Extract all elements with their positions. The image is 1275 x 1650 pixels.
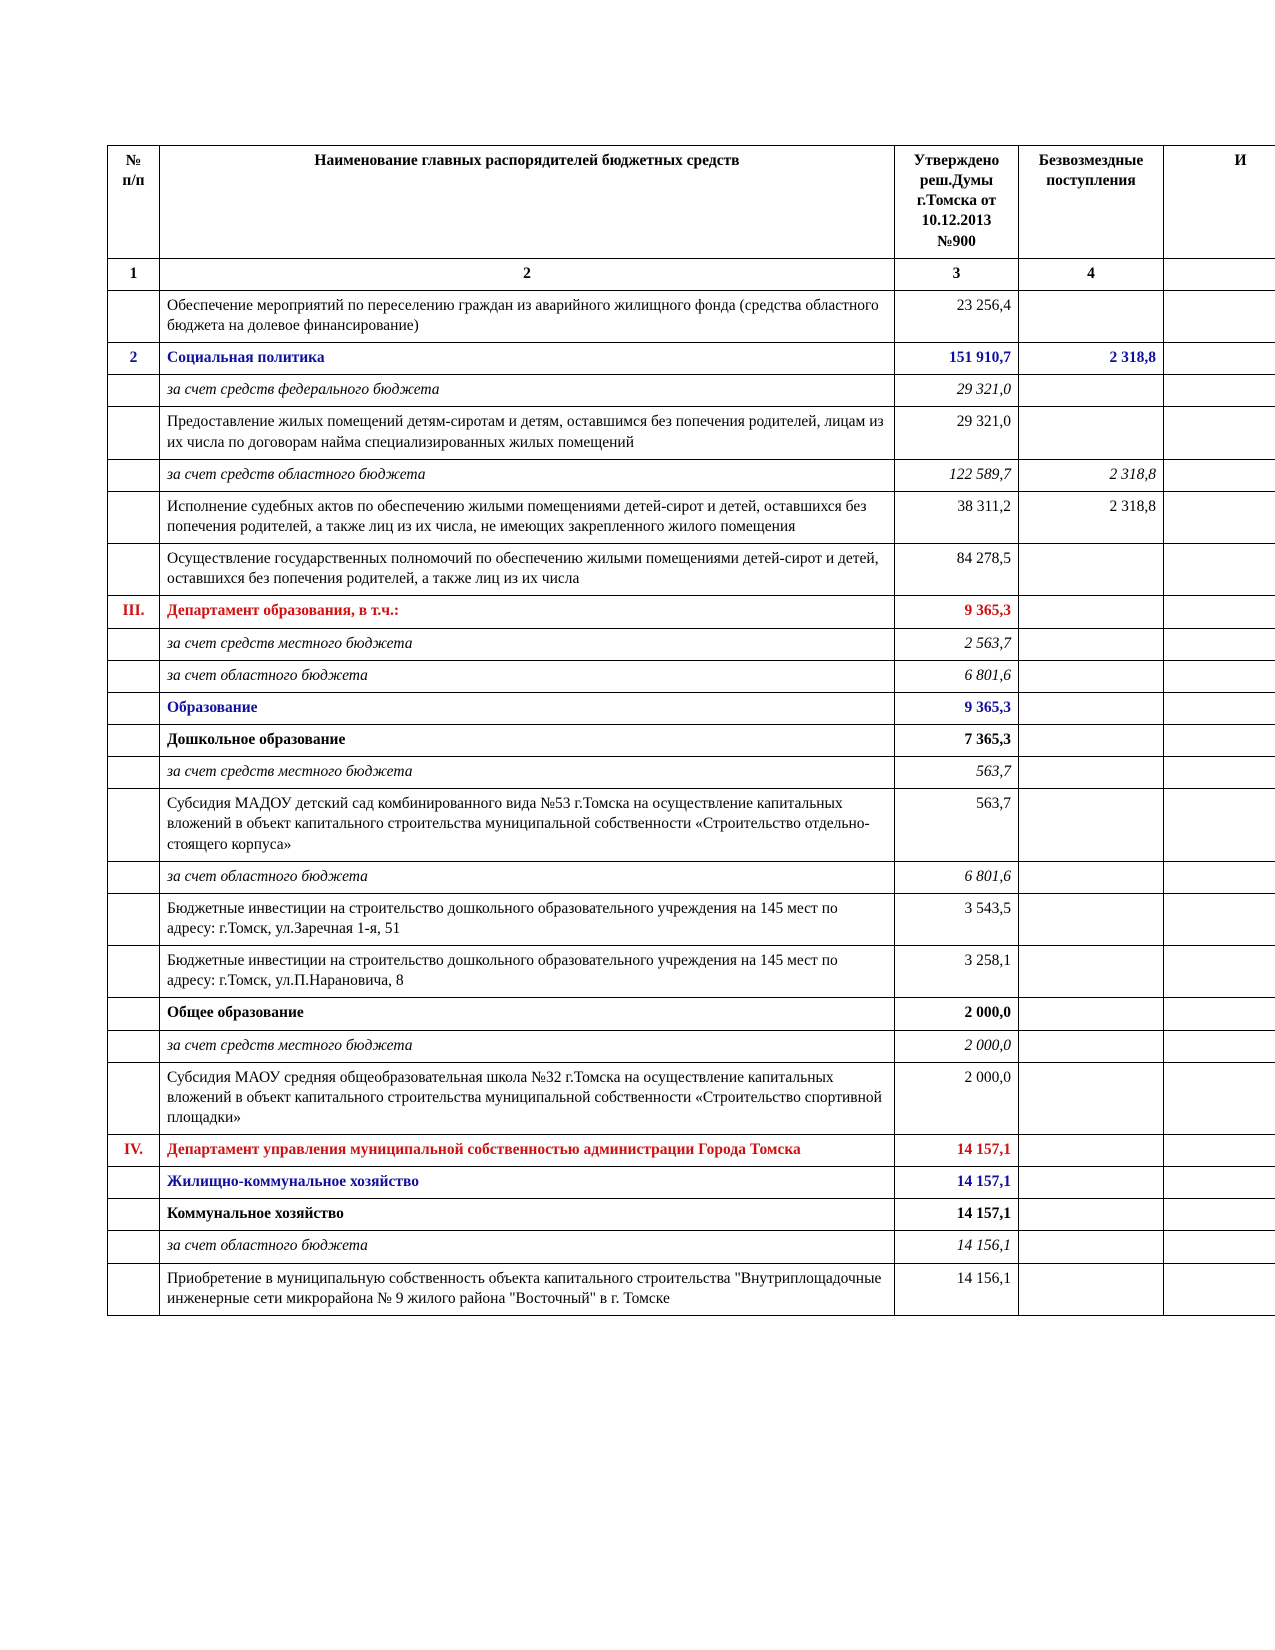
header-cell-name: Наименование главных распорядителей бюджетных средств xyxy=(160,146,895,259)
row-name: Субсидия МАДОУ детский сад комбинированного вида №53 г.Томска на осуществление капитальных вложений в объект капитального строительства муниципальной собственности «Строительство отдельно-стоящего корпуса» xyxy=(160,789,895,861)
row-index xyxy=(108,375,160,407)
table-row xyxy=(108,596,1275,628)
row-index xyxy=(108,407,160,459)
row-approved-amount: 6 801,6 xyxy=(895,660,1019,692)
table-row xyxy=(108,459,1275,491)
row-gratuitous-amount xyxy=(1019,628,1164,660)
header-number-line1: № xyxy=(125,152,142,169)
row-gratuitous-amount xyxy=(1019,375,1164,407)
row-index xyxy=(108,1062,160,1134)
row-extra-amount xyxy=(1164,660,1275,692)
row-name: Социальная политика xyxy=(160,343,895,375)
row-extra-amount xyxy=(1164,893,1275,945)
row-gratuitous-amount xyxy=(1019,1135,1164,1167)
row-extra-amount xyxy=(1164,544,1275,596)
row-approved-amount: 29 321,0 xyxy=(895,375,1019,407)
row-gratuitous-amount xyxy=(1019,724,1164,756)
table-row xyxy=(108,757,1275,789)
row-index xyxy=(108,861,160,893)
row-name: за счет областного бюджета xyxy=(160,861,895,893)
header-gratuitous-line2: поступления xyxy=(1046,172,1136,190)
row-extra-amount xyxy=(1164,407,1275,459)
row-approved-amount: 7 365,3 xyxy=(895,724,1019,756)
header-approved-line5: №900 xyxy=(937,232,976,250)
row-gratuitous-amount xyxy=(1019,893,1164,945)
row-index xyxy=(108,1263,160,1315)
table-row xyxy=(108,660,1275,692)
table-row xyxy=(108,1167,1275,1199)
row-approved-amount: 2 563,7 xyxy=(895,628,1019,660)
table-row xyxy=(108,692,1275,724)
row-name: за счет средств федерального бюджета xyxy=(160,375,895,407)
row-gratuitous-amount xyxy=(1019,1231,1164,1263)
row-name: Департамент образования, в т.ч.: xyxy=(160,596,895,628)
row-gratuitous-amount xyxy=(1019,757,1164,789)
header-cell-number xyxy=(108,146,160,259)
row-gratuitous-amount xyxy=(1019,692,1164,724)
row-index: III. xyxy=(108,596,160,628)
column-number-3: 3 xyxy=(895,258,1019,290)
table-row xyxy=(108,628,1275,660)
row-gratuitous-amount xyxy=(1019,861,1164,893)
row-index xyxy=(108,544,160,596)
row-index xyxy=(108,692,160,724)
row-index xyxy=(108,724,160,756)
row-approved-amount: 2 000,0 xyxy=(895,998,1019,1030)
row-name: Обеспечение мероприятий по переселению граждан из аварийного жилищного фонда (средства областного бюджета на долевое финансирование) xyxy=(160,290,895,342)
column-number-4: 4 xyxy=(1019,258,1164,290)
table-row xyxy=(108,1135,1275,1167)
row-index xyxy=(108,946,160,998)
column-number-5 xyxy=(1164,258,1275,290)
row-name: Бюджетные инвестиции на строительство дошкольного образовательного учреждения на 145 мест по адресу: г.Томск, ул.Заречная 1-я, 51 xyxy=(160,893,895,945)
row-name: Осуществление государственных полномочий по обеспечению жилыми помещениями детей-сирот и детей, оставшихся без попечения родителей, а также лиц из их числа xyxy=(160,544,895,596)
row-name: за счет средств областного бюджета xyxy=(160,459,895,491)
row-name: Образование xyxy=(160,692,895,724)
row-extra-amount xyxy=(1164,946,1275,998)
row-approved-amount: 563,7 xyxy=(895,789,1019,861)
header-approved-line3: г.Томска от xyxy=(916,192,997,210)
row-name: Субсидия МАОУ средняя общеобразовательная школа №32 г.Томска на осуществление капитальных вложений в объект капитального строительства муниципальной собственности «Строительство спортивной площадки» xyxy=(160,1062,895,1134)
table-row xyxy=(108,861,1275,893)
table-row xyxy=(108,407,1275,459)
row-index xyxy=(108,998,160,1030)
row-extra-amount xyxy=(1164,757,1275,789)
table-row xyxy=(108,1231,1275,1263)
header-cell-extra: И xyxy=(1164,146,1275,259)
row-name: Общее образование xyxy=(160,998,895,1030)
row-index xyxy=(108,1199,160,1231)
table-row xyxy=(108,544,1275,596)
header-cell-gratuitous xyxy=(1019,146,1164,259)
row-name: Предоставление жилых помещений детям-сиротам и детям, оставшимся без попечения родителей, лицам из их числа по договорам найма специализированных жилых помещений xyxy=(160,407,895,459)
row-name: за счет областного бюджета xyxy=(160,660,895,692)
row-gratuitous-amount xyxy=(1019,596,1164,628)
row-name: Исполнение судебных актов по обеспечению жилыми помещениями детей-сирот и детей, оставшихся без попечения родителей, а также лиц из их числа, не имеющих закрепленного жилого помещения xyxy=(160,491,895,543)
row-approved-amount: 6 801,6 xyxy=(895,861,1019,893)
row-index xyxy=(108,1167,160,1199)
row-extra-amount xyxy=(1164,724,1275,756)
row-approved-amount: 563,7 xyxy=(895,757,1019,789)
row-index xyxy=(108,459,160,491)
row-extra-amount xyxy=(1164,1231,1275,1263)
row-extra-amount xyxy=(1164,343,1275,375)
table-row xyxy=(108,343,1275,375)
row-extra-amount xyxy=(1164,1167,1275,1199)
row-gratuitous-amount: 2 318,8 xyxy=(1019,343,1164,375)
row-gratuitous-amount xyxy=(1019,407,1164,459)
row-index xyxy=(108,290,160,342)
row-extra-amount xyxy=(1164,1263,1275,1315)
row-approved-amount: 3 258,1 xyxy=(895,946,1019,998)
row-index xyxy=(108,757,160,789)
table-body xyxy=(108,290,1275,1315)
row-extra-amount xyxy=(1164,861,1275,893)
table-row xyxy=(108,789,1275,861)
row-index: IV. xyxy=(108,1135,160,1167)
table-row xyxy=(108,1062,1275,1134)
row-approved-amount: 151 910,7 xyxy=(895,343,1019,375)
row-name: Жилищно-коммунальное хозяйство xyxy=(160,1167,895,1199)
row-extra-amount xyxy=(1164,1062,1275,1134)
row-gratuitous-amount xyxy=(1019,660,1164,692)
row-extra-amount xyxy=(1164,596,1275,628)
row-gratuitous-amount xyxy=(1019,789,1164,861)
row-approved-amount: 38 311,2 xyxy=(895,491,1019,543)
row-name: Коммунальное хозяйство xyxy=(160,1199,895,1231)
row-extra-amount xyxy=(1164,459,1275,491)
row-gratuitous-amount xyxy=(1019,998,1164,1030)
row-index xyxy=(108,628,160,660)
row-name: за счет областного бюджета xyxy=(160,1231,895,1263)
row-index xyxy=(108,1030,160,1062)
row-approved-amount: 14 157,1 xyxy=(895,1199,1019,1231)
row-gratuitous-amount xyxy=(1019,1167,1164,1199)
table-row xyxy=(108,724,1275,756)
row-gratuitous-amount xyxy=(1019,946,1164,998)
header-approved-line1: Утверждено xyxy=(913,152,1000,169)
row-name: за счет средств местного бюджета xyxy=(160,1030,895,1062)
row-approved-amount: 14 157,1 xyxy=(895,1135,1019,1167)
row-extra-amount xyxy=(1164,491,1275,543)
row-approved-amount: 23 256,4 xyxy=(895,290,1019,342)
row-approved-amount: 2 000,0 xyxy=(895,1030,1019,1062)
column-number-1: 1 xyxy=(108,258,160,290)
row-approved-amount: 14 157,1 xyxy=(895,1167,1019,1199)
row-name: за счет средств местного бюджета xyxy=(160,757,895,789)
row-gratuitous-amount xyxy=(1019,1199,1164,1231)
row-index: 2 xyxy=(108,343,160,375)
header-approved-line4: 10.12.2013 xyxy=(921,212,992,230)
table-row xyxy=(108,1199,1275,1231)
column-number-row xyxy=(108,258,1275,290)
row-name: Бюджетные инвестиции на строительство дошкольного образовательного учреждения на 145 мест по адресу: г.Томск, ул.П.Нарановича, 8 xyxy=(160,946,895,998)
row-index xyxy=(108,491,160,543)
row-name: Департамент управления муниципальной собственностью администрации Города Томска xyxy=(160,1135,895,1167)
row-index xyxy=(108,1231,160,1263)
table-row xyxy=(108,893,1275,945)
row-approved-amount: 84 278,5 xyxy=(895,544,1019,596)
header-cell-approved xyxy=(895,146,1019,259)
table-header-row xyxy=(108,146,1275,259)
table-row xyxy=(108,491,1275,543)
row-extra-amount xyxy=(1164,1135,1275,1167)
row-gratuitous-amount xyxy=(1019,1062,1164,1134)
row-approved-amount: 9 365,3 xyxy=(895,596,1019,628)
row-extra-amount xyxy=(1164,628,1275,660)
table-row xyxy=(108,290,1275,342)
row-approved-amount: 3 543,5 xyxy=(895,893,1019,945)
row-index xyxy=(108,893,160,945)
row-gratuitous-amount: 2 318,8 xyxy=(1019,459,1164,491)
row-extra-amount xyxy=(1164,998,1275,1030)
row-gratuitous-amount xyxy=(1019,544,1164,596)
row-index xyxy=(108,660,160,692)
row-name: Дошкольное образование xyxy=(160,724,895,756)
table-row xyxy=(108,1030,1275,1062)
row-name: за счет средств местного бюджета xyxy=(160,628,895,660)
row-extra-amount xyxy=(1164,290,1275,342)
row-approved-amount: 9 365,3 xyxy=(895,692,1019,724)
header-gratuitous-line1: Безвозмездные xyxy=(1038,152,1144,169)
row-extra-amount xyxy=(1164,1199,1275,1231)
row-gratuitous-amount xyxy=(1019,1030,1164,1062)
row-gratuitous-amount xyxy=(1019,1263,1164,1315)
table-row xyxy=(108,946,1275,998)
row-name: Приобретение в муниципальную собственность объекта капитального строительства "Внутриплощадочные инженерные сети микрорайона № 9 жилого района "Восточный" в г. Томске xyxy=(160,1263,895,1315)
row-index xyxy=(108,789,160,861)
row-approved-amount: 122 589,7 xyxy=(895,459,1019,491)
table-row xyxy=(108,1263,1275,1315)
row-gratuitous-amount: 2 318,8 xyxy=(1019,491,1164,543)
row-approved-amount: 29 321,0 xyxy=(895,407,1019,459)
row-approved-amount: 14 156,1 xyxy=(895,1263,1019,1315)
budget-table xyxy=(107,145,1275,1316)
table-row xyxy=(108,998,1275,1030)
row-approved-amount: 14 156,1 xyxy=(895,1231,1019,1263)
row-approved-amount: 2 000,0 xyxy=(895,1062,1019,1134)
header-approved-line2: реш.Думы xyxy=(919,172,994,190)
column-number-2: 2 xyxy=(160,258,895,290)
row-extra-amount xyxy=(1164,692,1275,724)
row-extra-amount xyxy=(1164,1030,1275,1062)
row-extra-amount xyxy=(1164,375,1275,407)
table-row xyxy=(108,375,1275,407)
row-extra-amount xyxy=(1164,789,1275,861)
header-number-line2: п/п xyxy=(122,172,145,190)
row-gratuitous-amount xyxy=(1019,290,1164,342)
